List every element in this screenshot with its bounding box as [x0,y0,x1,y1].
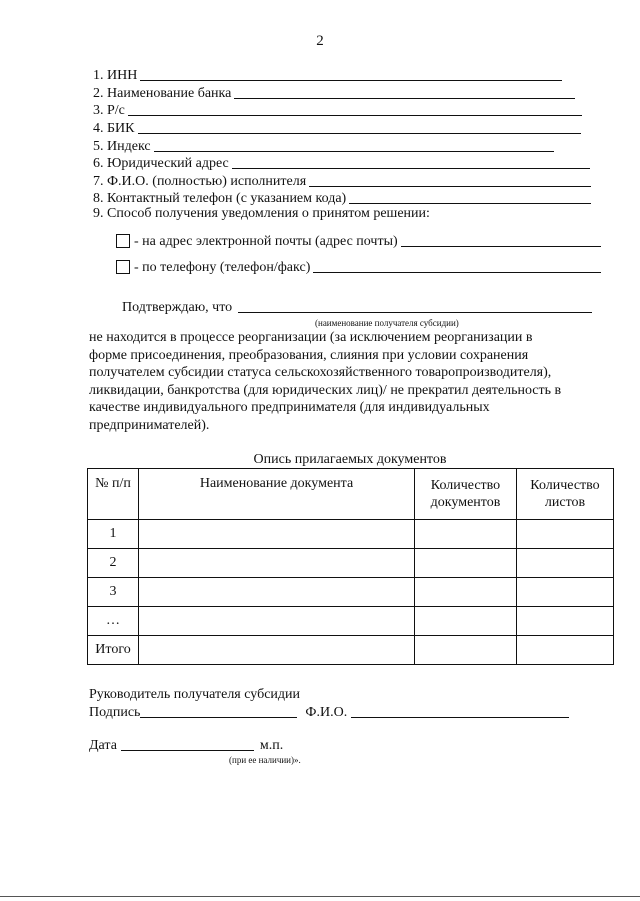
doc-name-cell[interactable] [139,636,415,665]
table-row [88,578,614,607]
email-checkbox[interactable] [116,234,130,248]
table-row [88,549,614,578]
doc-count-cell[interactable] [415,520,517,549]
confirm-paragraph [89,329,613,435]
sheet-count-cell[interactable] [517,578,614,607]
inn-field[interactable] [93,66,562,84]
doc-name-cell[interactable] [139,520,415,549]
confirm-line-4: ликвидации, банкротства (для юридических лиц)/ не прекратил деятельность в [89,382,562,398]
doc-count-cell[interactable] [415,549,517,578]
phone-option-row[interactable] [116,258,601,276]
bik-line[interactable] [138,133,582,134]
fio-label: Ф.И.О. [305,705,348,720]
header-sheets: Количество листов [517,469,614,520]
row-number: 1 [88,520,139,549]
phone-option-line[interactable] [313,272,601,273]
date-row[interactable] [89,736,283,754]
signature-row[interactable] [89,703,569,721]
doc-name-cell[interactable] [139,607,415,636]
email-line[interactable] [401,246,601,247]
table-row [88,607,614,636]
inventory-title: Опись прилагаемых документов [253,452,447,467]
sheet-count-cell[interactable] [517,520,614,549]
confirm-row[interactable] [122,298,592,316]
seal-label: м.п. [259,738,284,753]
confirm-line-1: не находится в процессе реорганизации (за исключением реорганизации в [89,330,533,345]
inn-line[interactable] [140,80,562,81]
executor-name-line[interactable] [309,186,591,187]
account-line[interactable] [128,115,582,116]
bank-name-label: 2. Наименование банка [93,86,232,101]
confirm-line-6: предпринимателей). [89,417,210,433]
confirm-line-3: получателем субсидии статуса сельскохозяйственного товаропроизводителя), [89,365,552,381]
executor-name-label: 7. Ф.И.О. (полностью) исполнителя [93,174,307,189]
sheet-count-cell[interactable] [517,636,614,665]
legal-address-label: 6. Юридический адрес [93,156,229,171]
row-number: … [88,607,139,636]
doc-count-cell[interactable] [415,607,517,636]
doc-name-cell[interactable] [139,578,415,607]
sheet-count-cell[interactable] [517,607,614,636]
confirm-line-5: качестве индивидуального предпринимателя (для индивидуальных [89,400,490,416]
doc-count-cell[interactable] [415,636,517,665]
legal-address-field[interactable] [93,154,590,172]
confirm-line-2: форме присоединения, преобразования, слияния при условии сохранения [89,347,529,363]
email-option-label: - на адрес электронной почты (адрес почты) [134,234,398,249]
seal-hint: (при ее наличии)». [229,755,301,765]
email-option-row[interactable] [116,232,601,250]
phone-label: 8. Контактный телефон (с указанием кода) [93,191,347,206]
account-label: 3. Р/с [93,103,125,118]
page-number: 2 [316,33,324,49]
bank-name-field[interactable] [93,84,575,102]
header-num: № п/п [88,469,139,520]
page-bottom-rule [0,896,640,897]
bank-name-line[interactable] [234,98,575,99]
phone-field[interactable] [93,189,591,207]
signatory-heading: Руководитель получателя субсидии [89,687,301,702]
inn-label: 1. ИНН [93,68,138,83]
bik-field[interactable] [93,119,581,137]
recipient-hint: (наименование получателя субсидии) [315,318,459,328]
row-number: 2 [88,549,139,578]
notification-heading: 9. Способ получения уведомления о принятом решении: [93,206,430,221]
inventory-header-row [88,469,614,520]
inventory-table [87,468,614,665]
sheet-count-cell[interactable] [517,549,614,578]
header-name: Наименование документа [139,469,415,520]
phone-checkbox[interactable] [116,260,130,274]
table-row [88,520,614,549]
postal-code-line[interactable] [154,151,554,152]
confirm-lead: Подтверждаю, что [122,300,233,315]
total-label: Итого [88,636,139,665]
signature-label: Подпись [89,705,141,720]
table-row-total [88,636,614,665]
doc-name-cell[interactable] [139,549,415,578]
phone-option-label: - по телефону (телефон/факс) [134,260,311,275]
phone-line[interactable] [349,203,591,204]
postal-code-field[interactable] [93,137,554,155]
header-docs: Количество документов [415,469,517,520]
legal-address-line[interactable] [232,168,590,169]
fio-line[interactable] [351,717,569,718]
date-line[interactable] [121,750,254,751]
row-number: 3 [88,578,139,607]
signature-line[interactable] [140,717,297,718]
date-label: Дата [89,738,117,753]
postal-code-label: 5. Индекс [93,139,151,154]
account-field[interactable] [93,101,582,119]
executor-name-field[interactable] [93,172,591,190]
bik-label: 4. БИК [93,121,135,136]
doc-count-cell[interactable] [415,578,517,607]
recipient-name-line[interactable] [238,312,592,313]
